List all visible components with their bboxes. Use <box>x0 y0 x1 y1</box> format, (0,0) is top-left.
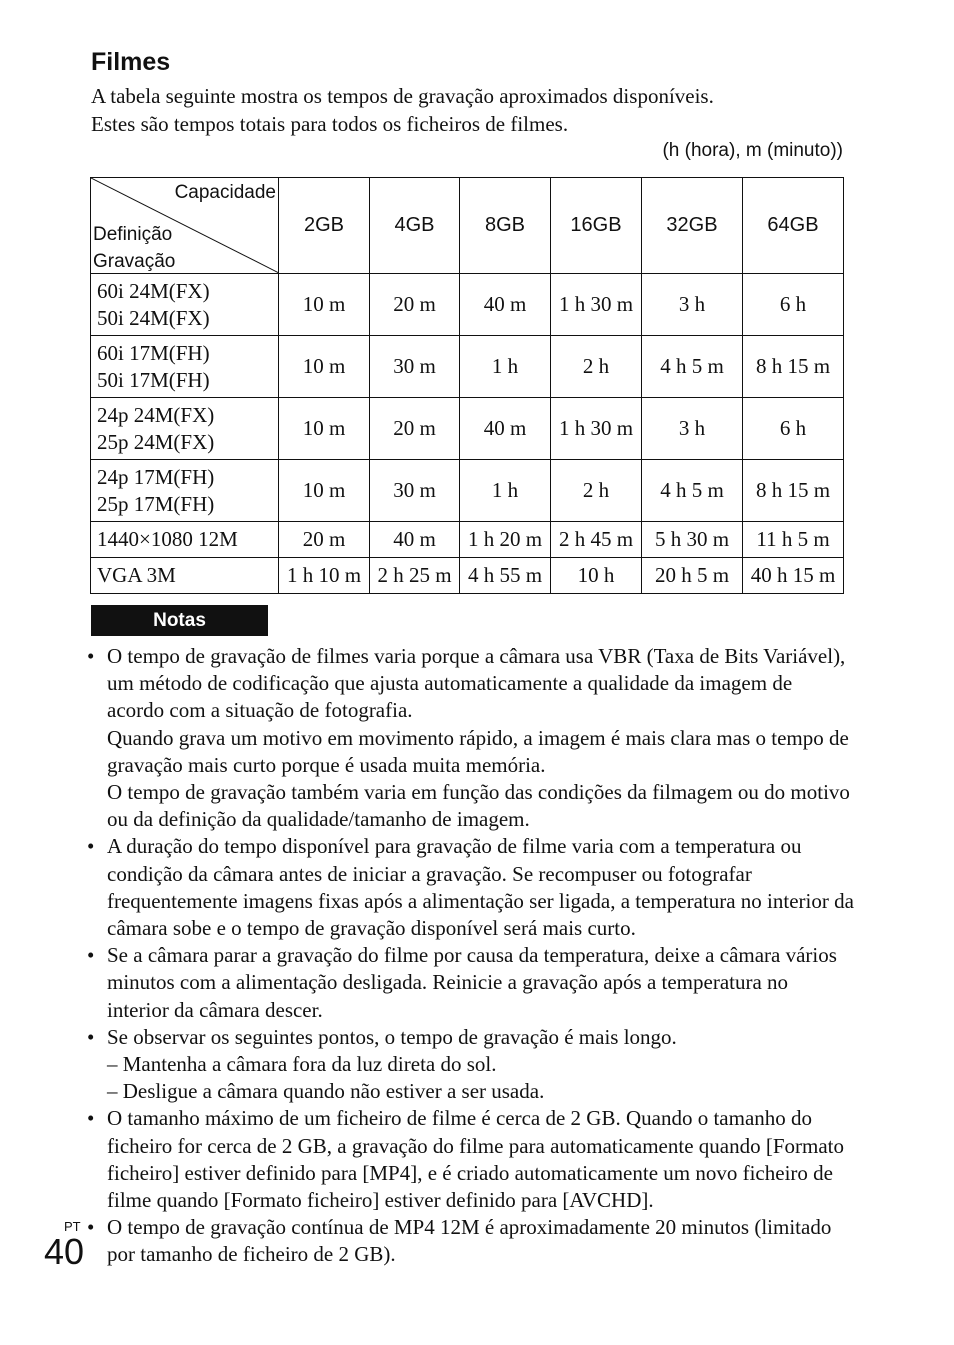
row-label <box>91 336 279 398</box>
row-label <box>91 274 279 336</box>
bullet-icon: • <box>87 834 95 859</box>
table-cell: 2 h <box>551 460 642 522</box>
section-title: Filmes <box>91 48 171 76</box>
language-code: PT <box>64 1219 81 1234</box>
table-cell: 4 h 5 m <box>642 336 743 398</box>
note-paragraph: Quando grava um motivo em movimento rápido, a imagem é mais clara mas o tempo de gravação mais curto porque é usada muita memória. <box>107 725 849 777</box>
table-cell: 20 m <box>370 274 460 336</box>
note-item <box>84 833 854 942</box>
bullet-icon: • <box>87 1024 95 1049</box>
intro-line: Estes são tempos totais para todos os ficheiros de filmes. <box>91 112 569 136</box>
definition-label-line: Gravação <box>93 251 176 272</box>
row-label-line: 24p 17M(FH) <box>97 464 215 489</box>
bullet-icon: • <box>87 943 95 968</box>
table-cell: 40 m <box>370 522 460 558</box>
table-row <box>91 398 844 460</box>
table-cell: 6 h <box>743 274 844 336</box>
row-label: VGA 3M <box>91 558 279 594</box>
table-header-row <box>91 178 844 274</box>
table-cell: 6 h <box>743 398 844 460</box>
note-item <box>84 942 854 1024</box>
column-header: 8GB <box>460 178 551 274</box>
note-paragraph: O tempo de gravação contínua de MP4 12M é aproximadamente 20 minutos (limitado por tamanho de ficheiro de 2 GB). <box>107 1215 832 1267</box>
table-row <box>91 336 844 398</box>
row-label-line: 50i 24M(FX) <box>97 305 210 330</box>
table-cell: 20 h 5 m <box>642 558 743 594</box>
bullet-icon: • <box>87 1215 95 1240</box>
row-label-line: 50i 17M(FH) <box>97 367 210 392</box>
table-cell: 10 m <box>279 398 370 460</box>
table-row <box>91 460 844 522</box>
table-cell: 4 h 5 m <box>642 460 743 522</box>
table-cell: 40 m <box>460 398 551 460</box>
table-cell: 40 m <box>460 274 551 336</box>
row-label <box>91 460 279 522</box>
row-label-line: 25p 17M(FH) <box>97 491 215 516</box>
table-cell: 8 h 15 m <box>743 336 844 398</box>
table-cell: 4 h 55 m <box>460 558 551 594</box>
note-item <box>84 1105 854 1214</box>
definition-label <box>93 221 175 275</box>
column-header: 2GB <box>279 178 370 274</box>
intro-text <box>91 82 851 138</box>
table-cell: 10 m <box>279 336 370 398</box>
table-cell: 1 h 20 m <box>460 522 551 558</box>
note-paragraph: – Desligue a câmara quando não estiver a ser usada. <box>107 1079 545 1104</box>
column-header: 4GB <box>370 178 460 274</box>
table-row <box>91 274 844 336</box>
table-cell: 2 h 45 m <box>551 522 642 558</box>
table-cell: 8 h 15 m <box>743 460 844 522</box>
table-corner-cell <box>91 178 279 274</box>
table-cell: 1 h 30 m <box>551 398 642 460</box>
table-cell: 1 h <box>460 460 551 522</box>
note-paragraph: O tempo de gravação também varia em função das condições da filmagem ou do motivo ou da definição da qualidade/tamanho de imagem. <box>107 780 850 832</box>
table-cell: 30 m <box>370 336 460 398</box>
note-item <box>84 1024 854 1106</box>
table-cell: 2 h 25 m <box>370 558 460 594</box>
column-header: 32GB <box>642 178 743 274</box>
notes-list <box>84 643 854 1269</box>
table-cell: 20 m <box>370 398 460 460</box>
table-cell: 3 h <box>642 398 743 460</box>
note-paragraph: Se a câmara parar a gravação do filme por causa da temperatura, deixe a câmara vários minutos com a alimentação desligada. Reinicie a gravação após a temperatura no interior da câmara descer. <box>107 943 837 1022</box>
table-cell: 10 m <box>279 274 370 336</box>
table-cell: 10 h <box>551 558 642 594</box>
note-item <box>84 1214 854 1268</box>
table-row <box>91 558 844 594</box>
bullet-icon: • <box>87 644 95 668</box>
row-label-line: 60i 24M(FX) <box>97 278 210 303</box>
intro-line: A tabela seguinte mostra os tempos de gravação aproximados disponíveis. <box>91 84 714 108</box>
table-cell: 40 h 15 m <box>743 558 844 594</box>
table-cell: 10 m <box>279 460 370 522</box>
table-cell: 5 h 30 m <box>642 522 743 558</box>
row-label-line: 60i 17M(FH) <box>97 340 210 365</box>
note-paragraph: Se observar os seguintes pontos, o tempo de gravação é mais longo. <box>107 1024 677 1049</box>
table-cell: 11 h 5 m <box>743 522 844 558</box>
column-header: 64GB <box>743 178 844 274</box>
table-cell: 20 m <box>279 522 370 558</box>
note-paragraph: O tempo de gravação de filmes varia porque a câmara usa VBR (Taxa de Bits Variável), um método de codificação que ajusta automaticamente a qualidade da imagem de acordo com a situação de fotografia. <box>107 644 846 723</box>
capacity-label: Capacidade <box>174 182 276 203</box>
table-cell: 1 h 10 m <box>279 558 370 594</box>
table-cell: 30 m <box>370 460 460 522</box>
note-paragraph: O tamanho máximo de um ficheiro de filme é cerca de 2 GB. Quando o tamanho do ficheiro for cerca de 2 GB, a gravação do filme para automaticamente quando [Formato ficheiro] estiver definido para [MP4], e é criado automaticamente um novo ficheiro de filme quando [Formato ficheiro] estiver definido para [AVCHD]. <box>107 1106 845 1213</box>
note-paragraph: – Mantenha a câmara fora da luz direta do sol. <box>107 1052 497 1077</box>
units-note: (h (hora), m (minuto)) <box>662 140 843 161</box>
row-label-line: 25p 24M(FX) <box>97 429 215 454</box>
definition-label-line: Definição <box>93 224 173 245</box>
row-label <box>91 398 279 460</box>
table-cell: 3 h <box>642 274 743 336</box>
table-row <box>91 522 844 558</box>
note-item <box>84 643 854 833</box>
table-cell: 2 h <box>551 336 642 398</box>
note-paragraph: A duração do tempo disponível para gravação de filme varia com a temperatura ou condição da câmara antes de iniciar a gravação. Se recompuser ou fotografar frequentemente imagens fixas após a alimentação ser ligada, a temperatura no interior da câmara sobe e o tempo de gravação disponível será mais curto. <box>107 834 854 941</box>
column-header: 16GB <box>551 178 642 274</box>
table-cell: 1 h <box>460 336 551 398</box>
table-cell: 1 h 30 m <box>551 274 642 336</box>
notes-label: Notas <box>91 605 268 636</box>
row-label: 1440×1080 12M <box>91 522 279 558</box>
row-label-line: 24p 24M(FX) <box>97 402 215 427</box>
page-number: 40 <box>44 1231 85 1272</box>
recording-time-table <box>90 177 844 594</box>
bullet-icon: • <box>87 1106 95 1131</box>
